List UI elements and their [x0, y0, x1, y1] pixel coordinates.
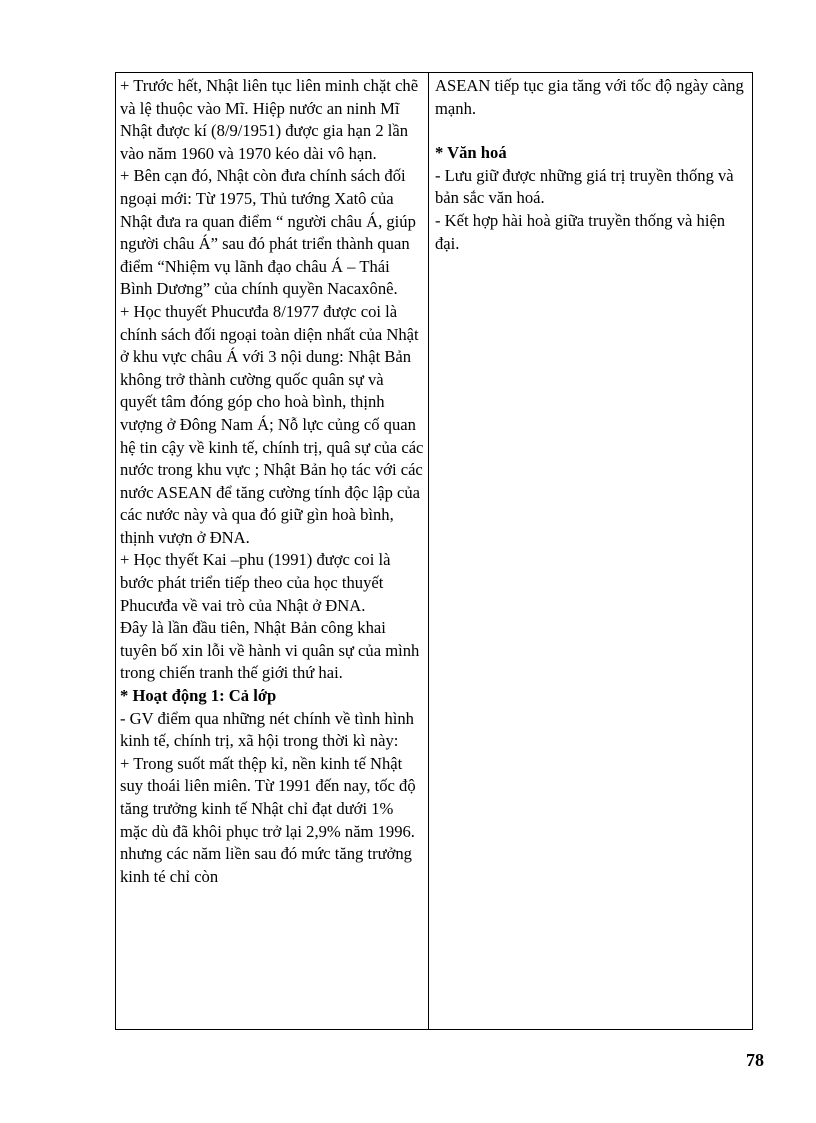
- content-table: [115, 72, 753, 1030]
- left-paragraph-5: Đây là lần đầu tiên, Nhật Bản công khai tuyên bố xin lỗi về hành vi quân sự của mình trong chiến tranh thế giới thứ hai.: [120, 618, 420, 683]
- activity-heading: * Hoạt động 1: Cả lớp: [120, 686, 277, 706]
- right-paragraph-1: ASEAN tiếp tục gia tăng với tốc độ ngày càng mạnh.: [435, 76, 744, 118]
- spacer: [435, 120, 746, 142]
- page-number: 78: [746, 1050, 764, 1070]
- left-paragraph-2: + Bên cạn đó, Nhật còn đưa chính sách đối ngoại mới: Từ 1975, Thủ tướng Xatô của Nhật đưa ra quan điểm “ người châu Á, giúp người châu Á” sau đó phát triển thành quan điểm “Nhiệm vụ lãnh đạo châu Á – Thái Bình Dương” của chính quyền Nacaxônê.: [120, 166, 416, 299]
- culture-heading: * Văn hoá: [435, 143, 507, 163]
- right-paragraph-3: - Kết hợp hài hoà giữa truyền thống và hiện đại.: [435, 210, 726, 253]
- left-column: [116, 73, 429, 1029]
- right-column: [429, 73, 752, 1029]
- left-paragraph-7: + Trong suốt mất thệp kỉ, nền kinh tế Nhật suy thoái liên miên. Từ 1991 đến nay, tốc độ tăng trưởng kinh tế Nhật chỉ đạt dưới 1% mặc dù đã khôi phục trở lại 2,9% năm 1996. nhưng các năm liền sau đó mức tăng trưởng kinh té chỉ còn: [120, 753, 416, 886]
- left-paragraph-6: - GV điểm qua những nét chính về tình hình kinh tế, chính trị, xã hội trong thời kì này:: [120, 708, 414, 751]
- left-paragraph-1: + Trước hết, Nhật liên tục liên minh chặt chẽ và lệ thuộc vào Mĩ. Hiệp nước an ninh Mĩ Nhật được kí (8/9/1951) được gia hạn 2 lần vào năm 1960 và 1970 kéo dài vô hạn.: [120, 76, 419, 163]
- right-paragraph-2: - Lưu giữ được những giá trị truyền thống và bản sắc văn hoá.: [435, 165, 734, 208]
- left-paragraph-4: + Học thyết Kai –phu (1991) được coi là bước phát triển tiếp theo của học thuyết Phucưđa về vai trò của Nhật ở ĐNA.: [120, 550, 391, 615]
- left-paragraph-3: + Học thuyết Phucưđa 8/1977 được coi là chính sách đối ngoại toàn diện nhất của Nhật ở khu vực châu Á với 3 nội dung: Nhật Bản không trở thành cường quốc quân sự và quyết tâm đóng góp cho hoà bình, thịnh vượng ở Đông Nam Á; Nỗ lực củng cố quan hệ tin cậy về kinh tế, chính trị, quâ sự của các nước trong khu vực ; Nhật Bản họ tác với các nước ASEAN để tăng cường tính độc lập của các nước này và qua đó giữ gìn hoà bình, thịnh vượn ở ĐNA.: [120, 301, 424, 547]
